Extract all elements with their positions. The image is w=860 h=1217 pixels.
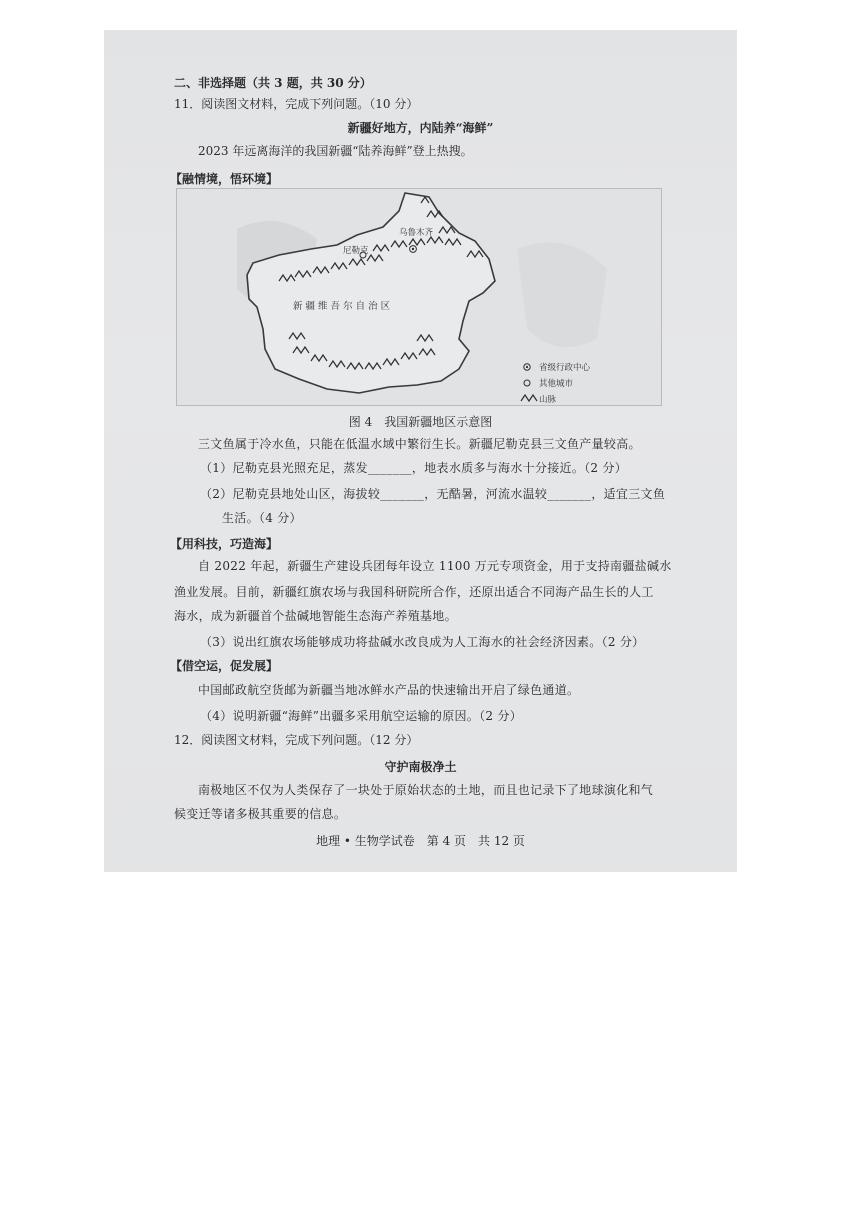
- q12-stem: 12．阅读图文材料，完成下列问题。（12 分）: [174, 733, 419, 747]
- q12-material-line-2: 候变迁等诸多极其重要的信息。: [174, 807, 347, 821]
- exam-page-photo: [104, 30, 737, 872]
- city-icon: [524, 380, 530, 386]
- capital-city-icon: [524, 364, 530, 370]
- page-footer: 地理 • 生物学试卷 第 4 页 共 12 页: [316, 834, 525, 848]
- region-label: 新 疆 维 吾 尔 自 治 区: [293, 301, 391, 312]
- figure-caption: 图 4 我国新疆地区示意图: [348, 415, 493, 429]
- q12-title: 守护南极净土: [384, 760, 457, 774]
- q11-material-3: 中国邮政航空货邮为新疆当地冰鲜水产品的快速输出开启了绿色通道。: [198, 683, 580, 697]
- q11-sub-2-line-2: 生活。（4 分）: [222, 511, 302, 525]
- q11-sub-3: （3）说出红旗农场能够成功将盐碱水改良成为人工海水的社会经济因素。（2 分）: [200, 635, 645, 649]
- q11-material-2-line-3: 海水，成为新疆首个盐碱地智能生态海产养殖基地。: [174, 609, 457, 623]
- q11-material-1: 三文鱼属于冷水鱼，只能在低温水域中繁衍生长。新疆尼勒克县三文鱼产量较高。: [198, 437, 641, 451]
- mountain-range-icon: [521, 395, 537, 401]
- legend-capital-label: 省级行政中心: [539, 363, 591, 373]
- q11-stem: 11．阅读图文材料，完成下列问题。（10 分）: [174, 97, 419, 111]
- capital-label: 乌鲁木齐: [399, 228, 434, 238]
- map-legend: [521, 362, 591, 405]
- q11-intro: 2023 年远离海洋的我国新疆“陆养海鲜”登上热搜。: [198, 144, 473, 158]
- city-label: 尼勒克: [343, 246, 369, 256]
- section-heading-3: 【借空运，促发展】: [170, 659, 279, 673]
- q12-material-line-1: 南极地区不仅为人类保存了一块处于原始状态的土地，而且也记录下了地球演化和气: [198, 783, 654, 797]
- q11-material-2-line-2: 渔业发展。目前，新疆红旗农场与我国科研院所合作，还原出适合不同海产品生长的人工: [174, 585, 654, 599]
- q11-sub-2-line-1: （2）尼勒克县地处山区，海拔较_______，无酷暑，河流水温较_______，适宜三文鱼: [200, 487, 666, 501]
- section-heading-1: 【融情境，悟环境】: [170, 172, 279, 186]
- q11-sub-1: （1）尼勒克县光照充足，蒸发_______，地表水质多与海水十分接近。（2 分）: [200, 461, 628, 475]
- section-heading-2: 【用科技，巧造海】: [170, 537, 279, 551]
- legend-mountain-label: 山脉: [539, 395, 557, 405]
- xinjiang-map: [176, 188, 662, 406]
- xinjiang-map-svg: [177, 189, 661, 405]
- faint-background-shape: [517, 242, 607, 347]
- q11-sub-4: （4）说明新疆“海鲜”出疆多采用航空运输的原因。（2 分）: [200, 709, 523, 723]
- q11-material-2-line-1: 自 2022 年起，新疆生产建设兵团每年设立 1100 万元专项资金，用于支持南疆盐碱水: [198, 559, 672, 573]
- q11-title: 新疆好地方，内陆养“海鲜”: [347, 121, 494, 135]
- legend-city-label: 其他城市: [539, 379, 574, 389]
- section-heading: 二、非选择题（共 3 题，共 30 分）: [174, 76, 372, 90]
